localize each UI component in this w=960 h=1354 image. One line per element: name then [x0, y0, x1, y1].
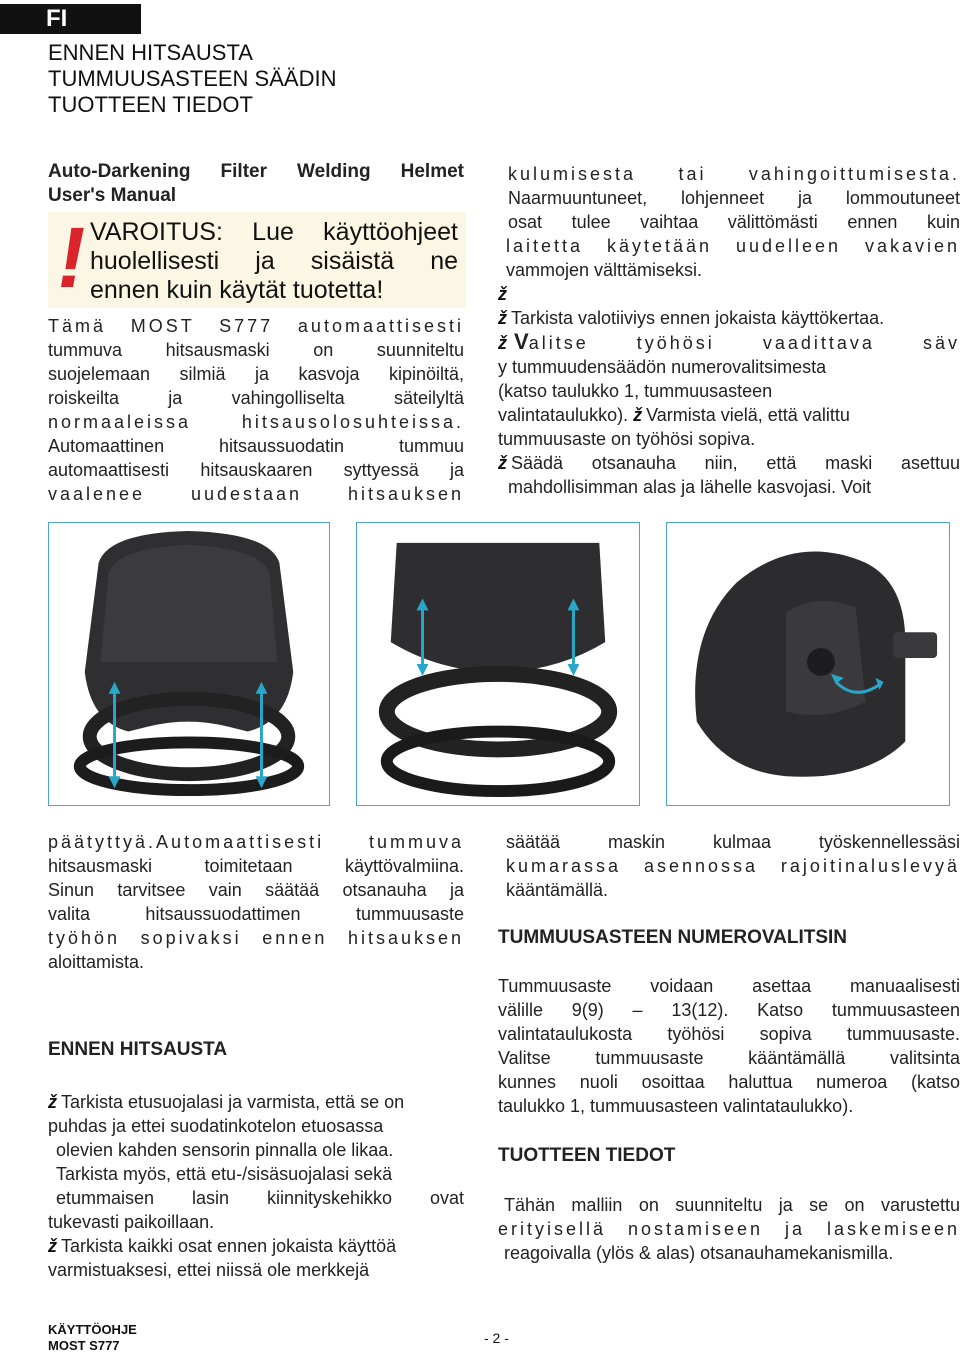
text-line: päätyttyä.Automaattisesti tummuva [48, 832, 464, 852]
text-line: vaalenee uudestaan hitsauksen [48, 484, 464, 504]
text-line: reagoivalla (ylös & alas) otsanauhamekanismilla. [504, 1243, 894, 1263]
header-line: TUOTTEEN TIEDOT [48, 92, 253, 117]
helmet-front-illustration [49, 523, 329, 805]
bullet-mark-icon: ž [48, 1236, 57, 1256]
text-line: aloittamista. [48, 952, 145, 972]
bullet-mark-icon: ž [498, 453, 507, 473]
text-line: vammojen välttämiseksi. [506, 260, 703, 280]
warning-exclamation-icon: ! [49, 210, 96, 306]
helmet-front-photo [48, 522, 330, 806]
text-line: tummuusaste on työhösi sopiva. [498, 429, 756, 449]
right-bottom-column [506, 830, 960, 902]
text-line: tukevasti paikoillaan. [48, 1212, 215, 1232]
text-line: suojelemaan silmiä ja kasvoja kipinöiltä, [48, 364, 464, 384]
product-info-paragraph [498, 1193, 960, 1265]
text-line: valita hitsaussuodattimen tummuusaste [48, 904, 464, 924]
text-line: kumarassa asennossa rajoitinaluslevyä [506, 856, 960, 876]
text-line: tummuva hitsausmaski on suunniteltu [48, 340, 464, 360]
bullet-text: alitse työhösi vaadittava säv [528, 333, 960, 353]
bullet-mark-icon: ž [498, 284, 507, 304]
text-line: varmistuaksesi, ettei niissä ole merkkejä [48, 1260, 370, 1280]
text-line: etummaisen lasin kiinnityskehikko ovat [56, 1188, 464, 1208]
warning-line: VAROITUS: Lue käyttöohjeet [90, 218, 458, 246]
text-line: Tummuusaste voidaan asettaa manuaalisesti [498, 976, 960, 996]
bullet-text: Tarkista valotiiviys ennen jokaista käyttökertaa. [511, 308, 885, 328]
text-line: Tämä MOST S777 automaattisesti [48, 316, 464, 336]
footer-line: MOST S777 [48, 1338, 120, 1353]
manual-title: User's Manual [48, 185, 177, 206]
header-line: ENNEN HITSAUSTA [48, 40, 253, 65]
section-heading: TUOTTEEN TIEDOT [498, 1145, 676, 1166]
text-line: Tähän malliin on suunniteltu ja se on varustettu [504, 1195, 960, 1215]
text-line: Valitse tummuusaste kääntämällä valitsinta [498, 1048, 960, 1068]
helmet-headband-illustration [357, 523, 639, 805]
section-heading: TUMMUUSASTEEN NUMEROVALITSIN [498, 927, 848, 948]
bullet-text: Varmista vielä, että valittu [646, 405, 850, 425]
left-bottom-column [48, 830, 464, 974]
left-top-column [48, 160, 464, 208]
section-heading: ENNEN HITSAUSTA [48, 1039, 228, 1060]
page-number: - 2 - [484, 1330, 509, 1346]
bullet-mark-icon: ž [633, 405, 643, 425]
intro-paragraph [48, 314, 464, 506]
text-line: (katso taulukko 1, tummuusasteen [498, 381, 773, 401]
text-line: roiskeilta ja vahingolliselta säteilyltä [48, 388, 464, 408]
warning-line: huolellisesti ja sisäistä ne [90, 247, 458, 275]
text-line: olevien kahden sensorin pinnalla ole likaa. [56, 1140, 394, 1160]
text-line: valintataulukko). [498, 405, 629, 425]
right-top-column [498, 162, 960, 499]
header-line: TUMMUUSASTEEN SÄÄDIN [48, 66, 337, 91]
bullet-text: Säädä otsanauha niin, että maski asettuu [511, 453, 960, 473]
bullet-text: Tarkista etusuojalasi ja varmista, että se on [61, 1092, 405, 1112]
text-line: säätää maskin kulmaa työskennellessäsi [506, 832, 960, 852]
bullet-mark-icon: ž [498, 308, 507, 328]
text-line: välille 9(9) – 13(12). Katso tummuusasteen [498, 1000, 960, 1020]
bullet-mark-icon: ž [498, 333, 510, 353]
warning-text [90, 218, 458, 305]
manual-title: Auto-Darkening Filter Welding Helmet [48, 161, 464, 182]
footer-manual-label [48, 1322, 137, 1354]
text-line: y tummuudensäädön numerovalitsimesta [498, 357, 827, 377]
text-line: Tarkista myös, että etu-/sisäsuojalasi sekä [56, 1164, 393, 1184]
v-glyph: V [514, 329, 529, 354]
text-line: Automaattinen hitsaussuodatin tummuu [48, 436, 464, 456]
text-line: erityisellä nostamiseen ja laskemiseen [498, 1219, 960, 1239]
warning-line: ennen kuin käytät tuotetta! [90, 276, 384, 304]
checklist-left [48, 1090, 464, 1282]
shade-dial-paragraph [498, 974, 960, 1118]
text-line: kääntämällä. [506, 880, 609, 900]
text-line: taulukko 1, tummuusasteen valintataulukko). [498, 1096, 854, 1116]
text-line: puhdas ja ettei suodatinkotelon etuosassa [48, 1116, 384, 1136]
page-header [48, 40, 336, 118]
text-line: kulumisesta tai vahingoittumisesta. [508, 164, 960, 184]
text-line: laitetta käytetään uudelleen vakavien [506, 236, 960, 256]
warning-box [48, 212, 466, 308]
text-line: normaaleissa hitsausolosuhteissa. [48, 412, 464, 432]
text-line: kunnes nuoli osoittaa haluttua numeroa (katso [498, 1072, 960, 1092]
text-line: automaattisesti hitsauskaaren syttyessä ja [48, 460, 464, 480]
helmet-side-photo [666, 522, 950, 806]
text-line: osat tulee vaihtaa välittömästi ennen kuin [508, 212, 960, 232]
text-line: valintataulukosta työhösi sopiva tummuusaste. [498, 1024, 960, 1044]
text-line: Sinun tarvitsee vain säätää otsanauha ja [48, 880, 464, 900]
bullet-mark-icon: ž [48, 1092, 57, 1112]
bullet-text: Tarkista kaikki osat ennen jokaista käyttöä [61, 1236, 397, 1256]
text-line: työhön sopivaksi ennen hitsauksen [48, 928, 464, 948]
helmet-side-illustration [667, 523, 949, 805]
footer-line: KÄYTTÖOHJE [48, 1322, 137, 1337]
text-line: mahdollisimman alas ja lähelle kasvojasi. Voit [508, 477, 872, 497]
text-line: Naarmuuntuneet, lohjenneet ja lommoutuneet [508, 188, 960, 208]
language-tab: FI [0, 4, 141, 34]
helmet-headband-photo [356, 522, 640, 806]
text-line: hitsausmaski toimitetaan käyttövalmiina. [48, 856, 464, 876]
